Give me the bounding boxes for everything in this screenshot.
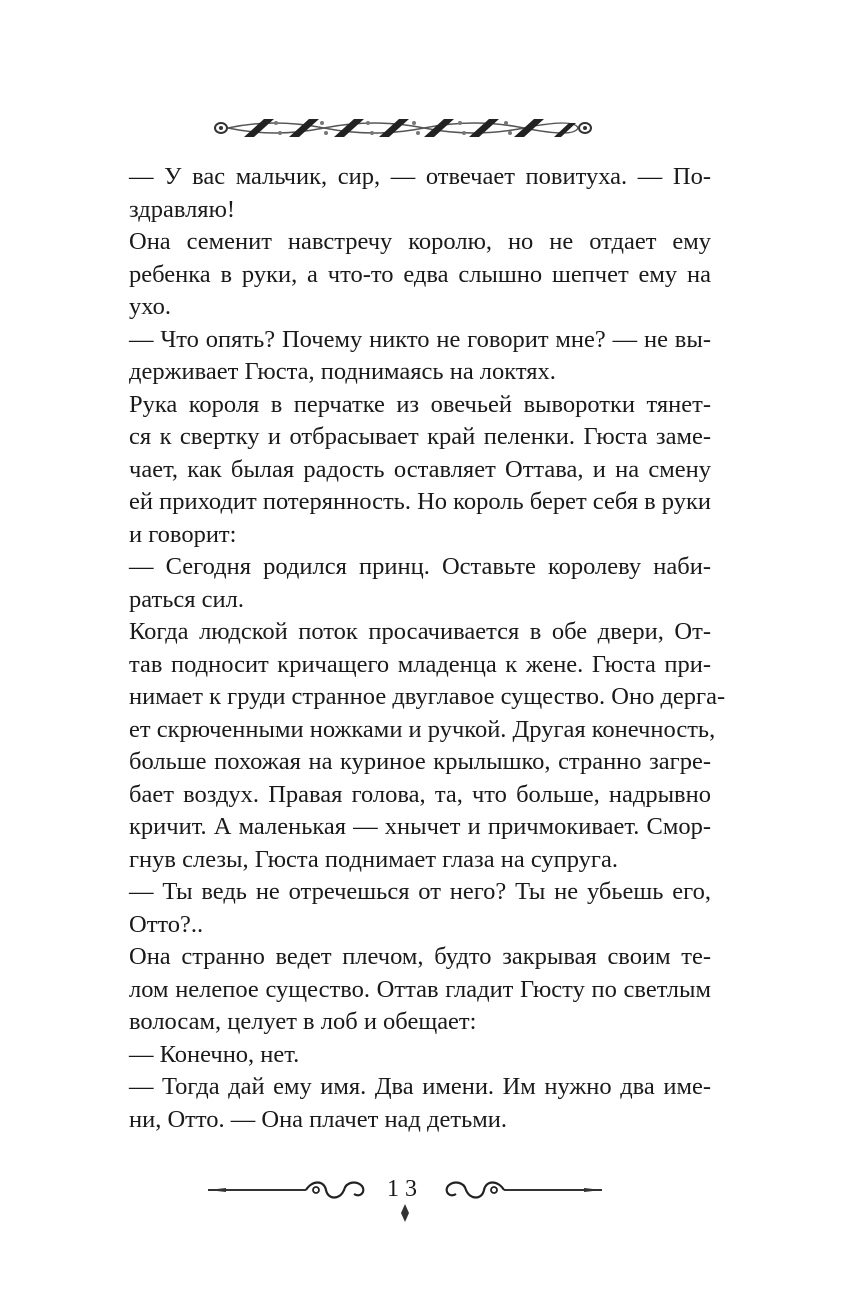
text-line: ся к свертку и отбрасывает край пеленки. Гюста заме- [129, 423, 711, 450]
text-line: — Тогда дай ему имя. Два имени. Им нужно два име- [129, 1073, 711, 1100]
text-line: здравляю! [129, 195, 236, 223]
text-line: и говорит: [129, 520, 237, 548]
text-line: ребенка в руки, а что-то едва слышно шепчет ему на [129, 260, 711, 288]
text-line: Отто?.. [129, 910, 204, 938]
text-line: ни, Отто. — Она плачет над детьми. [129, 1105, 507, 1133]
text-line: нимает к груди странное двуглавое существо. Оно дерга- [129, 683, 726, 710]
text-line: больше похожая на куриное крылышко, странно загре- [129, 748, 711, 775]
text-line: раться сил. [129, 585, 244, 613]
text-line: — Конечно, нет. [129, 1040, 300, 1068]
text-line: Она странно ведет плечом, будто закрывая своим те- [129, 943, 711, 970]
text-line: держивает Гюста, поднимаясь на локтях. [129, 358, 556, 385]
text-line: Она семенит навстречу королю, но не отдает ему [129, 228, 711, 255]
text-line: — Что опять? Почему никто не говорит мне? — не вы- [129, 325, 711, 353]
text-line: чает, как былая радость оставляет Оттава, и на смену [129, 455, 711, 483]
text-line: гнув слезы, Гюста поднимает глаза на супруга. [129, 845, 618, 873]
page-number: 13 [387, 1176, 423, 1202]
text-line: бает воздух. Правая голова, та, что больше, надрывно [129, 780, 711, 808]
text-line: Когда людской поток просачивается в обе двери, От- [129, 618, 711, 645]
text-line: — У вас мальчик, сир, — отвечает повитуха. — По- [129, 163, 711, 190]
body-text [129, 161, 726, 1136]
text-line: тав подносит кричащего младенца к жене. Гюста при- [129, 650, 711, 678]
text-line: лом нелепое существо. Оттав гладит Гюсту по светлым [129, 975, 711, 1003]
page-footer [206, 1168, 604, 1228]
text-line: ей приходит потерянность. Но король берет себя в руки [129, 488, 711, 515]
diamond-drop-icon [401, 1204, 409, 1222]
text-line: Рука короля в перчатке из овечьей выворотки тянет- [129, 390, 711, 418]
text-line: ет скрюченными ножками и ручкой. Другая конечность, [129, 715, 716, 743]
text-line: волосам, целует в лоб и обещает: [129, 1008, 477, 1035]
text-line: — Сегодня родился принц. Оставьте королеву наби- [129, 553, 711, 580]
braided-vine-ornament-icon [214, 113, 592, 143]
text-line: ухо. [129, 293, 171, 320]
text-line: — Ты ведь не отречешься от него? Ты не убьешь его, [129, 878, 711, 905]
text-line: кричит. А маленькая — хнычет и причмокивает. Смор- [129, 813, 711, 840]
